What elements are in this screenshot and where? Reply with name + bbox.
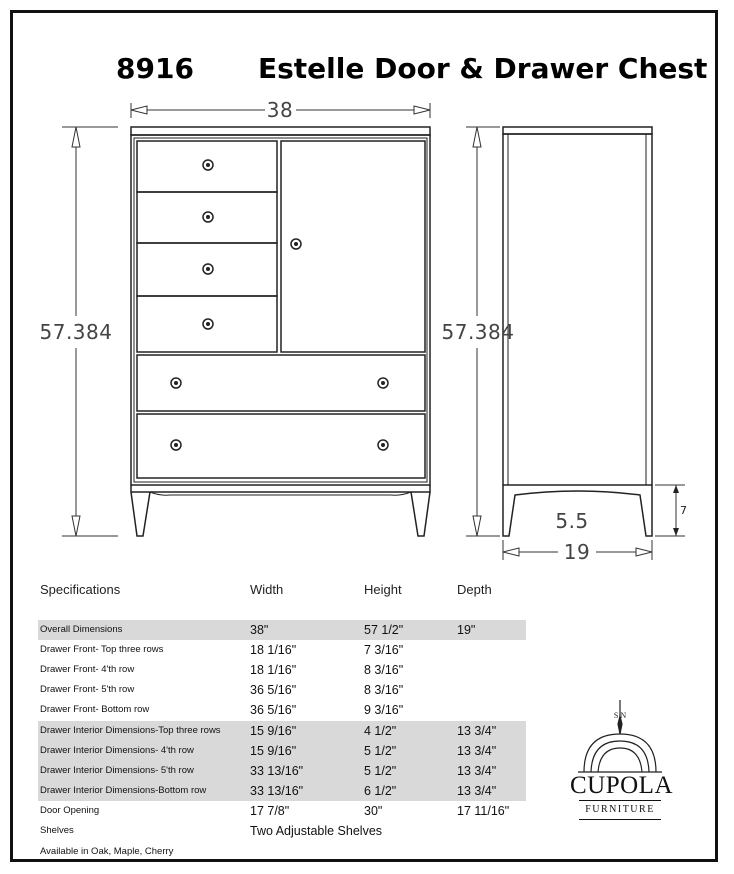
table-row bbox=[38, 721, 526, 741]
row-width: 15 9/16" bbox=[250, 744, 297, 758]
dim-depth-label: 19 bbox=[563, 540, 591, 564]
row-width: 18 1/16" bbox=[250, 663, 297, 677]
dim-leg-height-label: 7 bbox=[680, 504, 687, 517]
row-label: Drawer Interior Dimensions-Bottom row bbox=[40, 785, 207, 796]
door bbox=[281, 141, 425, 352]
dim-side-height-label: 57.384 bbox=[441, 320, 515, 344]
row-height: 5 1/2" bbox=[364, 744, 397, 758]
row-width: 33 13/16" bbox=[250, 764, 304, 778]
row-label: Drawer Front- 5'th row bbox=[40, 684, 135, 695]
row-width: 33 13/16" bbox=[250, 784, 304, 798]
product-title: Estelle Door & Drawer Chest bbox=[258, 52, 708, 85]
row-height: 5 1/2" bbox=[364, 764, 397, 778]
table-row bbox=[38, 700, 526, 720]
dim-width-label: 38 bbox=[266, 98, 294, 122]
table-row bbox=[38, 821, 526, 841]
logo-wordmark: CUPOLA bbox=[570, 772, 674, 799]
row-depth: 17 11/16" bbox=[457, 804, 510, 818]
row-depth: 13 3/4" bbox=[457, 724, 497, 738]
spec-header-height: Height bbox=[364, 582, 402, 597]
row-height: 9 3/16" bbox=[364, 703, 404, 717]
row-label: Drawer Interior Dimensions- 4'th row bbox=[40, 745, 194, 756]
row-height: 30" bbox=[364, 804, 383, 818]
dim-leg-label: 5.5 bbox=[555, 509, 589, 533]
leg-right bbox=[411, 492, 430, 536]
dim-front-height-label: 57.384 bbox=[39, 320, 113, 344]
chest-top bbox=[131, 127, 430, 135]
cupola-logo bbox=[570, 700, 674, 825]
row-height: 6 1/2" bbox=[364, 784, 397, 798]
row-label: Drawer Front- Bottom row bbox=[40, 704, 150, 715]
row-label: Overall Dimensions bbox=[40, 624, 123, 635]
row-label: Drawer Front- Top three rows bbox=[40, 644, 164, 655]
table-row bbox=[38, 620, 526, 640]
row-width: 15 9/16" bbox=[250, 724, 297, 738]
row-height: 57 1/2" bbox=[364, 623, 404, 637]
row-label: Drawer Front- 4'th row bbox=[40, 664, 135, 675]
table-row bbox=[38, 680, 526, 700]
base-apron bbox=[131, 485, 430, 492]
row-width: 36 5/16" bbox=[250, 683, 297, 697]
row-height: 8 3/16" bbox=[364, 663, 404, 677]
dome-icon bbox=[570, 700, 670, 775]
row-width: Two Adjustable Shelves bbox=[250, 824, 383, 838]
row-label: Drawer Interior Dimensions-Top three rows bbox=[40, 725, 221, 736]
table-row bbox=[38, 660, 526, 680]
side-case bbox=[503, 134, 652, 485]
row-height: 4 1/2" bbox=[364, 724, 397, 738]
spec-header-label: Specifications bbox=[40, 582, 121, 597]
row-depth: 13 3/4" bbox=[457, 764, 497, 778]
leg-left bbox=[131, 492, 150, 536]
row-depth: 13 3/4" bbox=[457, 744, 497, 758]
compass-label: S N bbox=[613, 711, 627, 720]
side-top bbox=[503, 127, 652, 134]
model-number: 8916 bbox=[116, 52, 194, 85]
table-row bbox=[38, 640, 526, 660]
row-width: 38" bbox=[250, 623, 269, 637]
logo-subtitle: FURNITURE bbox=[579, 800, 661, 820]
row-width: 18 1/16" bbox=[250, 643, 297, 657]
table-row bbox=[38, 761, 526, 781]
table-row bbox=[38, 842, 526, 862]
row-label: Drawer Interior Dimensions- 5'th row bbox=[40, 765, 194, 776]
row-label: Available in Oak, Maple, Cherry bbox=[40, 846, 174, 857]
spec-header-depth: Depth bbox=[457, 582, 492, 597]
row-width: 36 5/16" bbox=[250, 703, 297, 717]
table-row bbox=[38, 781, 526, 801]
row-depth: 19" bbox=[457, 623, 476, 637]
row-height: 7 3/16" bbox=[364, 643, 404, 657]
table-row bbox=[38, 741, 526, 761]
row-width: 17 7/8" bbox=[250, 804, 290, 818]
spec-header-width: Width bbox=[250, 582, 284, 597]
table-row bbox=[38, 801, 526, 821]
row-height: 8 3/16" bbox=[364, 683, 404, 697]
row-depth: 13 3/4" bbox=[457, 784, 497, 798]
row-label: Shelves bbox=[40, 825, 74, 836]
row-label: Door Opening bbox=[40, 805, 100, 816]
